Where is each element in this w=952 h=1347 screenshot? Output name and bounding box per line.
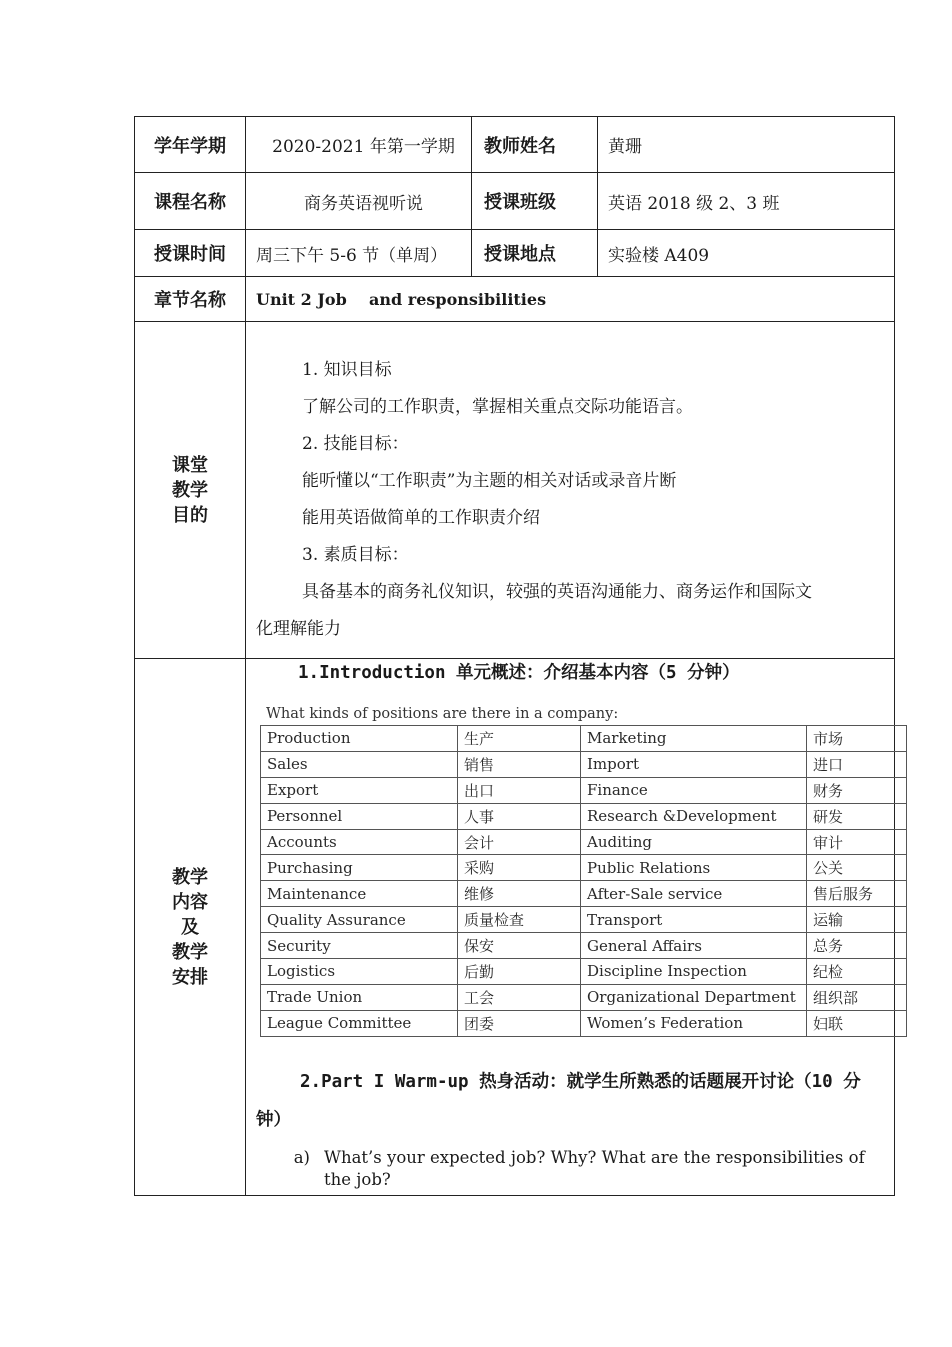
position-chinese: 后勤: [458, 959, 581, 985]
position-row: [261, 726, 907, 752]
objective-heading-quality: 3. 素质目标：: [302, 545, 409, 565]
position-english: Transport: [581, 907, 807, 933]
position-chinese: 总务: [807, 933, 907, 959]
lesson-plan-table: [134, 116, 895, 1196]
position-chinese: 质量检查: [458, 907, 581, 933]
question-marker: a): [293, 1147, 310, 1167]
position-chinese: 市场: [807, 726, 907, 752]
question-item: [256, 1147, 894, 1191]
position-row: [261, 881, 907, 907]
position-chinese: 公关: [807, 855, 907, 881]
objectives-label-line: 教学: [172, 479, 208, 501]
content-label-line: 安排: [172, 966, 208, 988]
objective-text: 能听懂以“工作职责”为主题的相关对话或录音片断: [302, 471, 677, 491]
position-chinese: 妇联: [807, 1010, 907, 1036]
content-label-line: 内容: [172, 891, 208, 913]
position-row: [261, 907, 907, 933]
position-english: Finance: [581, 777, 807, 803]
position-english: Research &Development: [581, 803, 807, 829]
position-row: [261, 959, 907, 985]
position-row: [261, 984, 907, 1010]
place-label: 授课地点: [472, 230, 598, 277]
class-label: 授课班级: [472, 173, 598, 230]
position-english: League Committee: [261, 1010, 458, 1036]
term-value: 2020-2021 年第一学期: [246, 117, 472, 173]
objective-heading-skill: 2. 技能目标：: [302, 434, 409, 454]
course-label: 课程名称: [135, 173, 246, 230]
position-english: Women’s Federation: [581, 1010, 807, 1036]
content-label-line: 教学: [172, 941, 208, 963]
positions-table: [260, 725, 907, 1037]
objectives-label-line: 课堂: [172, 454, 208, 476]
objective-text: 了解公司的工作职责，掌握相关重点交际功能语言。: [302, 397, 693, 417]
position-english: Accounts: [261, 829, 458, 855]
position-chinese: 工会: [458, 984, 581, 1010]
content-label-line: 及: [181, 916, 199, 938]
objectives-content: [246, 322, 895, 659]
position-english: Export: [261, 777, 458, 803]
position-row: [261, 803, 907, 829]
position-chinese: 纪检: [807, 959, 907, 985]
position-chinese: 保安: [458, 933, 581, 959]
position-english: Trade Union: [261, 984, 458, 1010]
position-english: Production: [261, 726, 458, 752]
time-value: 周三下午 5-6 节（单周）: [246, 230, 472, 277]
position-english: Purchasing: [261, 855, 458, 881]
position-chinese: 组织部: [807, 984, 907, 1010]
position-row: [261, 855, 907, 881]
position-chinese: 运输: [807, 907, 907, 933]
place-value: 实验楼 A409: [598, 230, 895, 277]
position-chinese: 出口: [458, 777, 581, 803]
position-english: Sales: [261, 751, 458, 777]
position-english: After-Sale service: [581, 881, 807, 907]
objective-heading-knowledge: 1. 知识目标: [302, 360, 392, 380]
position-english: Logistics: [261, 959, 458, 985]
content-label: [135, 659, 246, 1196]
objective-text: 化理解能力: [256, 619, 341, 639]
position-chinese: 研发: [807, 803, 907, 829]
row-chapter: [135, 277, 895, 322]
section1-title: 1.Introduction 单元概述：介绍基本内容（5 分钟）: [298, 663, 740, 683]
position-chinese: 人事: [458, 803, 581, 829]
time-label: 授课时间: [135, 230, 246, 277]
objective-text: 具备基本的商务礼仪知识，较强的英语沟通能力、商务运作和国际文: [302, 582, 812, 602]
chapter-label: 章节名称: [135, 277, 246, 322]
section2-line: 钟）: [256, 1109, 291, 1130]
position-row: [261, 751, 907, 777]
position-english: Organizational Department: [581, 984, 807, 1010]
position-row: [261, 777, 907, 803]
row-time: [135, 230, 895, 277]
position-english: Marketing: [581, 726, 807, 752]
teacher-value: 黄珊: [598, 117, 895, 173]
position-row: [261, 829, 907, 855]
position-english: Discipline Inspection: [581, 959, 807, 985]
position-english: Auditing: [581, 829, 807, 855]
content-body: [246, 659, 895, 1196]
position-chinese: 生产: [458, 726, 581, 752]
position-english: Import: [581, 751, 807, 777]
content-label-line: 教学: [172, 866, 208, 888]
section2-title: [256, 1063, 894, 1139]
course-value: 商务英语视听说: [246, 173, 472, 230]
question-text: What’s your expected job? Why? What are the responsibilities of the job?: [324, 1147, 865, 1189]
position-chinese: 进口: [807, 751, 907, 777]
position-english: General Affairs: [581, 933, 807, 959]
position-chinese: 会计: [458, 829, 581, 855]
position-chinese: 采购: [458, 855, 581, 881]
row-term: [135, 117, 895, 173]
positions-caption: What kinds of positions are there in a company:: [266, 706, 619, 722]
chapter-value: Unit 2 Job and responsibilities: [246, 277, 895, 322]
objectives-label: [135, 322, 246, 659]
position-row: [261, 933, 907, 959]
row-objectives: [135, 322, 895, 659]
section2-line: 2.Part I Warm-up 热身活动：就学生所熟悉的话题展开讨论（10 分: [300, 1071, 861, 1092]
objectives-label-line: 目的: [172, 504, 208, 526]
term-label: 学年学期: [135, 117, 246, 173]
position-english: Quality Assurance: [261, 907, 458, 933]
position-chinese: 审计: [807, 829, 907, 855]
position-english: Security: [261, 933, 458, 959]
position-chinese: 团委: [458, 1010, 581, 1036]
class-value: 英语 2018 级 2、3 班: [598, 173, 895, 230]
row-course: [135, 173, 895, 230]
position-chinese: 售后服务: [807, 881, 907, 907]
position-chinese: 维修: [458, 881, 581, 907]
position-english: Personnel: [261, 803, 458, 829]
row-content: [135, 659, 895, 1196]
objective-text: 能用英语做简单的工作职责介绍: [302, 508, 540, 528]
teacher-label: 教师姓名: [472, 117, 598, 173]
position-chinese: 销售: [458, 751, 581, 777]
position-english: Maintenance: [261, 881, 458, 907]
position-english: Public Relations: [581, 855, 807, 881]
position-chinese: 财务: [807, 777, 907, 803]
position-row: [261, 1010, 907, 1036]
